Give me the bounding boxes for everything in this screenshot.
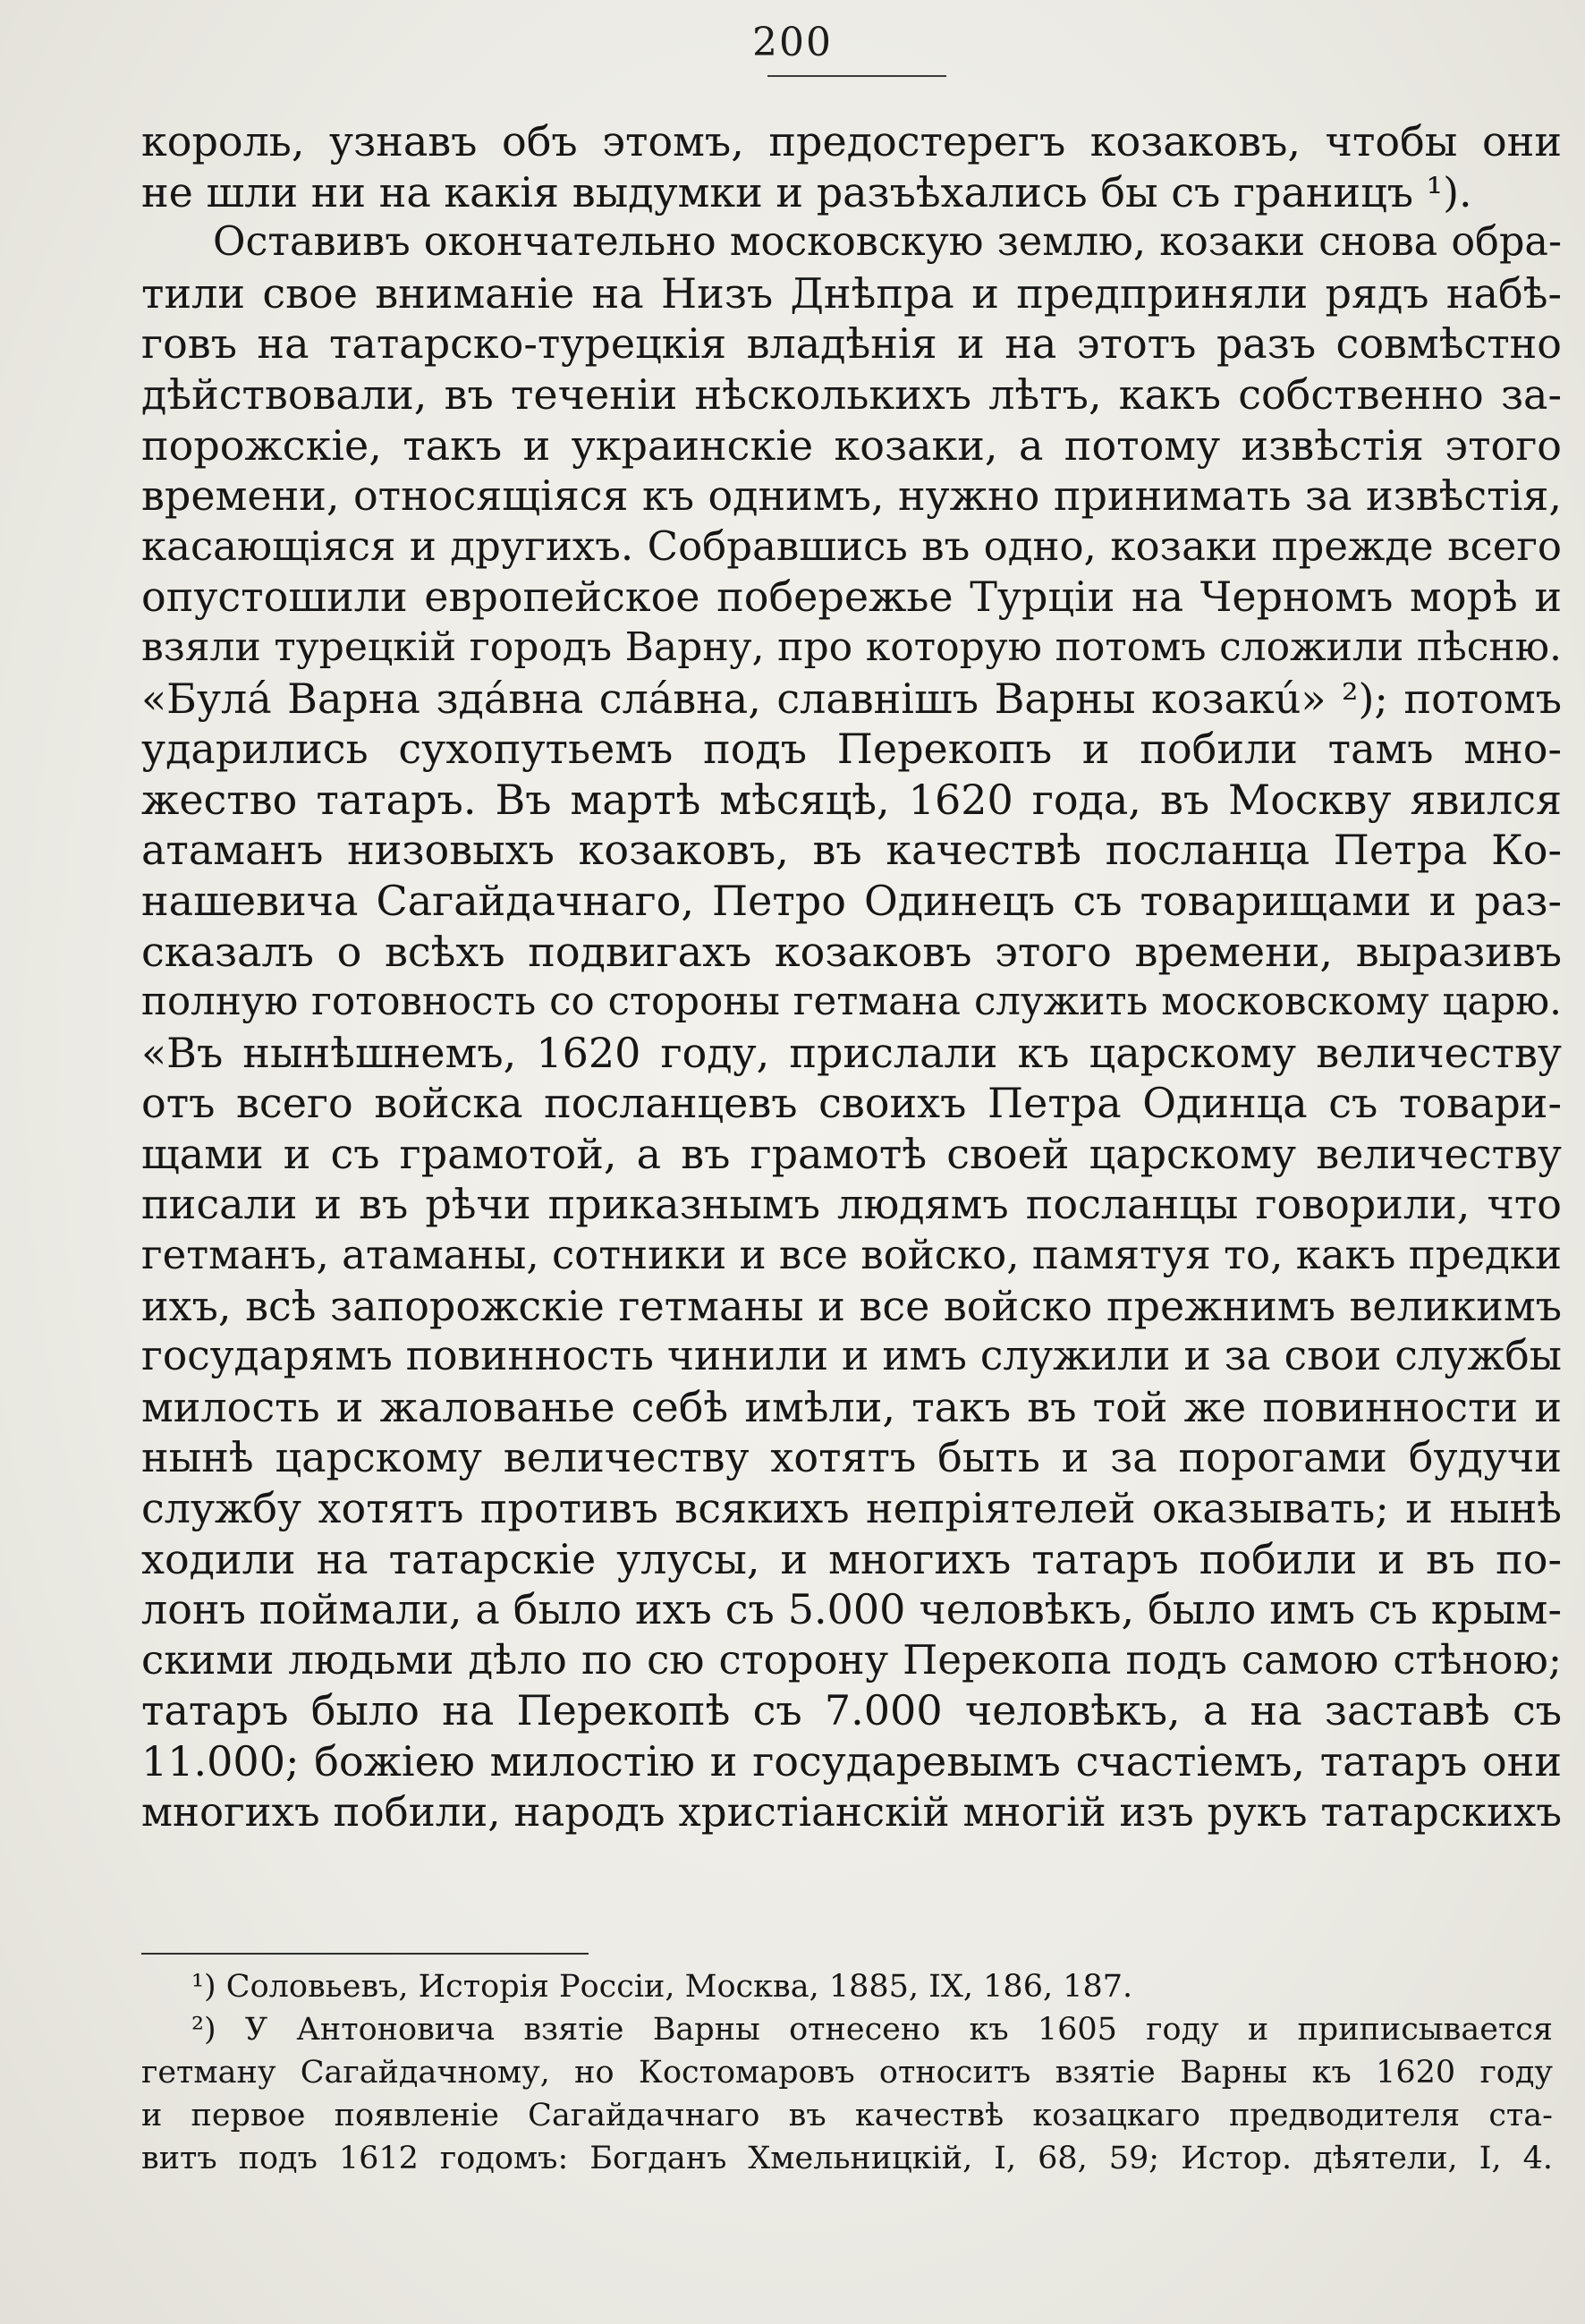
text-line: ходили на татарскіе улусы, и многихъ татаръ побили и въ по- bbox=[141, 1534, 1562, 1583]
footnotes bbox=[141, 1965, 1553, 2180]
text-line: писали и въ рѣчи приказнымъ людямъ посланцы говорили, что bbox=[141, 1180, 1562, 1229]
footnote-line: ¹) Соловьевъ, Исторія Россіи, Москва, 1885, IX, 186, 187. bbox=[191, 1969, 1133, 2005]
footnote-rule bbox=[141, 1953, 589, 1955]
text-line: гетманъ, атаманы, сотники и все войско, памятуя то, какъ предки bbox=[141, 1231, 1562, 1279]
text-line: многихъ побили, народъ христіанскій многій изъ рукъ татарскихъ bbox=[141, 1787, 1562, 1836]
text-line: тили свое вниманіе на Низъ Днѣпра и предприняли рядъ набѣ- bbox=[141, 268, 1562, 318]
text-line: 11.000; божіею милостію и государевымъ счастіемъ, татаръ они bbox=[141, 1737, 1562, 1785]
text-line: не шли ни на какія выдумки и разъѣхались бы съ границъ ¹). bbox=[141, 167, 1472, 216]
text-line: полную готовность со стороны гетмана служить московскому царю. bbox=[141, 980, 1562, 1025]
text-line: скими людьми дѣло по сю сторону Перекопа подъ самою стѣною; bbox=[141, 1635, 1562, 1684]
text-line: лонъ поймали, а было ихъ съ 5.000 человѣкъ, было имъ съ крым- bbox=[141, 1585, 1562, 1634]
text-line: службу хотятъ противъ всякихъ непріятелей оказывать; и нынѣ bbox=[141, 1484, 1562, 1533]
text-line: взяли турецкій городъ Варну, про которую потомъ сложили пѣсню. bbox=[141, 623, 1562, 670]
text-line: «Булá Варна здáвна слáвна, славнiшъ Варны козакú» ²); потомъ bbox=[141, 674, 1562, 723]
text-line: отъ всего войска посланцевъ своихъ Петра Одинца съ товари- bbox=[141, 1079, 1562, 1128]
footnote-line: ²) У Антоновича взятіе Варны отнесено къ 1605 году и приписывается bbox=[191, 2012, 1553, 2048]
text-line: государямъ повинность чинили и имъ служили и за свои службы bbox=[141, 1332, 1562, 1380]
footnote-line: и первое появленіе Сагайдачнаго въ качествѣ козацкаго предводителя ста- bbox=[141, 2098, 1553, 2133]
text-line: нашевича Сагайдачнаго, Петро Одинецъ съ товарищами и раз- bbox=[141, 876, 1562, 925]
text-line: татаръ было на Перекопѣ съ 7.000 человѣкъ, а на заставѣ съ bbox=[141, 1686, 1562, 1735]
text-line: ударились сухопутьемъ подъ Перекопъ и побили тамъ мно- bbox=[141, 725, 1562, 774]
text-line: нынѣ царскому величеству хотятъ быть и за порогами будучи bbox=[141, 1433, 1562, 1482]
text-line: милость и жалованье себѣ имѣли, такъ въ той же повинности и bbox=[141, 1382, 1562, 1431]
footnote-line: витъ подъ 1612 годомъ: Богданъ Хмельницкій, I, 68, 59; Истор. дѣятели, I, 4. bbox=[141, 2141, 1553, 2176]
main-text bbox=[141, 116, 1562, 1837]
footnote-line: гетману Сагайдачному, но Костомаровъ относитъ взятіе Варны къ 1620 году bbox=[141, 2055, 1553, 2091]
text-line: дѣйствовали, въ теченіи нѣсколькихъ лѣтъ, какъ собственно за- bbox=[141, 369, 1562, 419]
text-line: времени, относящіяся къ однимъ, нужно принимать за извѣстія, bbox=[141, 471, 1562, 521]
text-line: касающіяся и другихъ. Собравшись въ одно, козаки прежде всего bbox=[141, 522, 1562, 570]
text-line: жество татаръ. Въ мартѣ мѣсяцѣ, 1620 года, въ Москву явился bbox=[141, 775, 1562, 824]
page-number-rule bbox=[767, 75, 946, 77]
text-line: атаманъ низовыхъ козаковъ, въ качествѣ посланца Петра Ко- bbox=[141, 826, 1562, 875]
text-line: говъ на татарско-турецкія владѣнія и на этотъ разъ совмѣстно bbox=[141, 319, 1562, 369]
text-line: щами и съ грамотой, а въ грамотѣ своей царскому величеству bbox=[141, 1129, 1562, 1178]
text-line: опустошили европейское побережье Турціи на Черномъ морѣ и bbox=[141, 573, 1562, 622]
text-line: ихъ, всѣ запорожскіе гетманы и все войско прежнимъ великимъ bbox=[141, 1281, 1562, 1330]
text-line: «Въ нынѣшнемъ, 1620 году, прислали къ царскому величеству bbox=[141, 1028, 1562, 1077]
text-line: порожскіе, такъ и украинскіе козаки, а потому извѣстія этого bbox=[141, 420, 1562, 470]
text-line: сказалъ о всѣхъ подвигахъ козаковъ этого времени, выразивъ bbox=[141, 927, 1562, 976]
text-line: король, узнавъ объ этомъ, предостерегъ козаковъ, чтобы они bbox=[141, 117, 1562, 165]
text-line: Оставивъ окончательно московскую землю, козаки снова обра- bbox=[213, 219, 1562, 266]
page-number: 200 bbox=[752, 20, 833, 65]
